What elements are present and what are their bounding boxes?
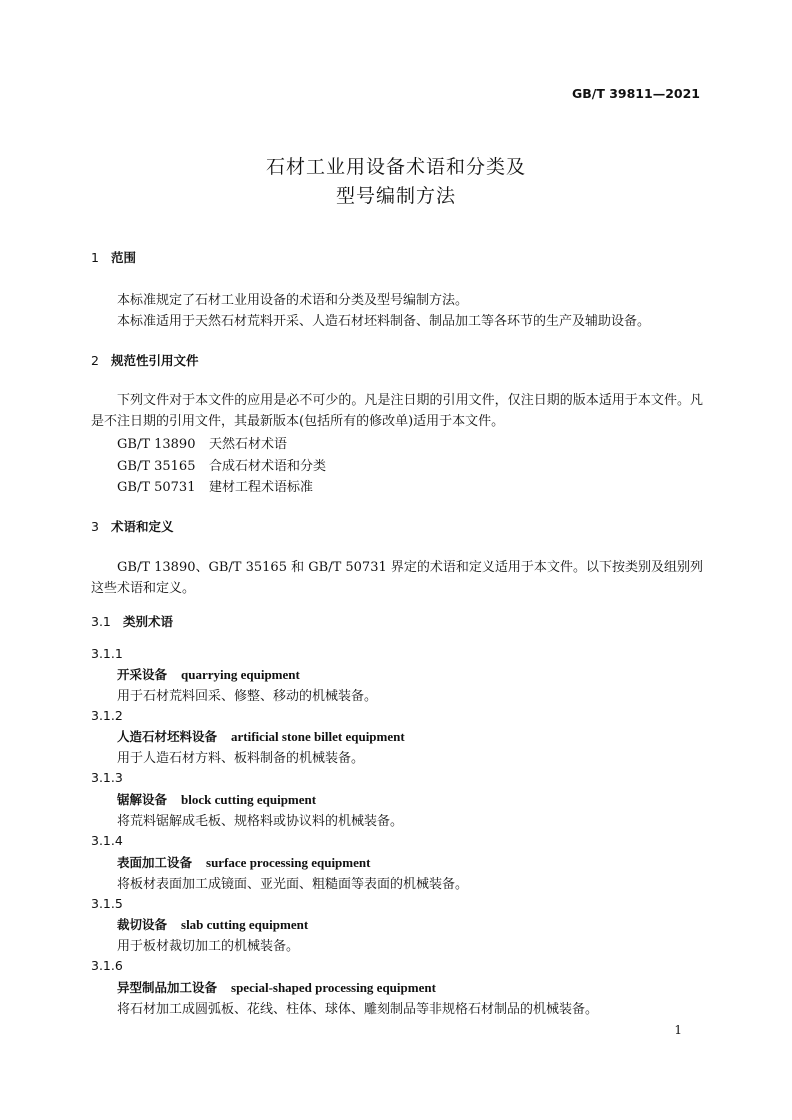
section-heading-normative-references <box>91 351 199 369</box>
term-entry <box>117 853 370 871</box>
term-chinese: 异型制品加工设备 <box>117 980 218 995</box>
term-entry <box>117 978 436 996</box>
document-title-line-2: 型号编制方法 <box>335 185 456 207</box>
term-chinese: 开采设备 <box>117 667 168 682</box>
term-number: 3.1.1 <box>91 646 123 661</box>
terms-intro-paragraph: GB/T 13890、GB/T 35165 和 GB/T 50731 界定的术语和定义适用于本文件。以下按类别及组别列这些术语和定义。 <box>91 560 703 596</box>
section-title: 术语和定义 <box>111 519 174 534</box>
section-heading-scope <box>91 248 136 266</box>
references-intro-paragraph: 下列文件对于本文件的应用是必不可少的。凡是注日期的引用文件，仅注日期的版本适用于本文件。凡是不注日期的引用文件，其最新版本(包括所有的修改单)适用于本文件。 <box>91 393 703 429</box>
term-number: 3.1.2 <box>91 708 123 723</box>
term-definition: 将板材表面加工成镜面、亚光面、粗糙面等表面的机械装备。 <box>117 877 469 892</box>
standard-number: GB/T 39811—2021 <box>571 86 700 101</box>
term-entry <box>117 915 308 933</box>
subsection-number: 3.1 <box>91 614 111 629</box>
term-definition: 用于板材裁切加工的机械装备。 <box>117 939 300 954</box>
term-number: 3.1.4 <box>91 833 123 848</box>
reference-title: 天然石材术语 <box>209 437 288 452</box>
term-definition: 用于石材荒料回采、修整、移动的机械装备。 <box>117 689 378 704</box>
term-number: 3.1.5 <box>91 896 123 911</box>
document-title-line-1: 石材工业用设备术语和分类及 <box>265 156 526 178</box>
scope-paragraph-2: 本标准适用于天然石材荒料开采、人造石材坯料制备、制品加工等各环节的生产及辅助设备。 <box>117 314 651 329</box>
reference-title: 建材工程术语标准 <box>209 480 314 495</box>
section-number: 2 <box>91 353 99 368</box>
term-english: special-shaped processing equipment <box>231 980 436 995</box>
term-number: 3.1.6 <box>91 958 123 973</box>
term-english: block cutting equipment <box>181 792 317 807</box>
term-definition: 用于人造石材方料、板料制备的机械装备。 <box>117 751 365 766</box>
term-definition: 将荒料锯解成毛板、规格料或协议料的机械装备。 <box>117 814 404 829</box>
term-chinese: 人造石材坯料设备 <box>117 729 218 744</box>
term-english: quarrying equipment <box>181 667 300 682</box>
reference-title: 合成石材术语和分类 <box>209 459 327 474</box>
term-english: surface processing equipment <box>206 855 371 870</box>
section-number: 1 <box>91 250 99 265</box>
reference-item <box>117 476 313 495</box>
reference-item <box>117 433 287 452</box>
section-number: 3 <box>91 519 99 534</box>
subsection-heading-category-terms <box>91 612 173 630</box>
reference-item <box>117 455 326 474</box>
term-chinese: 锯解设备 <box>117 792 168 807</box>
section-title: 范围 <box>111 250 137 265</box>
term-definition: 将石材加工成圆弧板、花线、柱体、球体、雕刻制品等非规格石材制品的机械装备。 <box>117 1002 599 1017</box>
term-number: 3.1.3 <box>91 770 123 785</box>
term-english: slab cutting equipment <box>181 917 309 932</box>
reference-code: GB/T 50731 <box>117 480 196 495</box>
term-english: artificial stone billet equipment <box>231 729 405 744</box>
subsection-title: 类别术语 <box>123 614 174 629</box>
term-entry <box>117 665 300 683</box>
section-heading-terms-definitions <box>91 517 174 535</box>
page-number: 1 <box>674 1023 682 1037</box>
reference-code: GB/T 13890 <box>117 437 196 452</box>
term-entry <box>117 790 316 808</box>
reference-code: GB/T 35165 <box>117 459 196 474</box>
term-entry <box>117 727 405 745</box>
term-chinese: 裁切设备 <box>117 917 168 932</box>
scope-paragraph-1: 本标准规定了石材工业用设备的术语和分类及型号编制方法。 <box>117 293 469 308</box>
term-chinese: 表面加工设备 <box>117 855 193 870</box>
section-title: 规范性引用文件 <box>111 353 199 368</box>
